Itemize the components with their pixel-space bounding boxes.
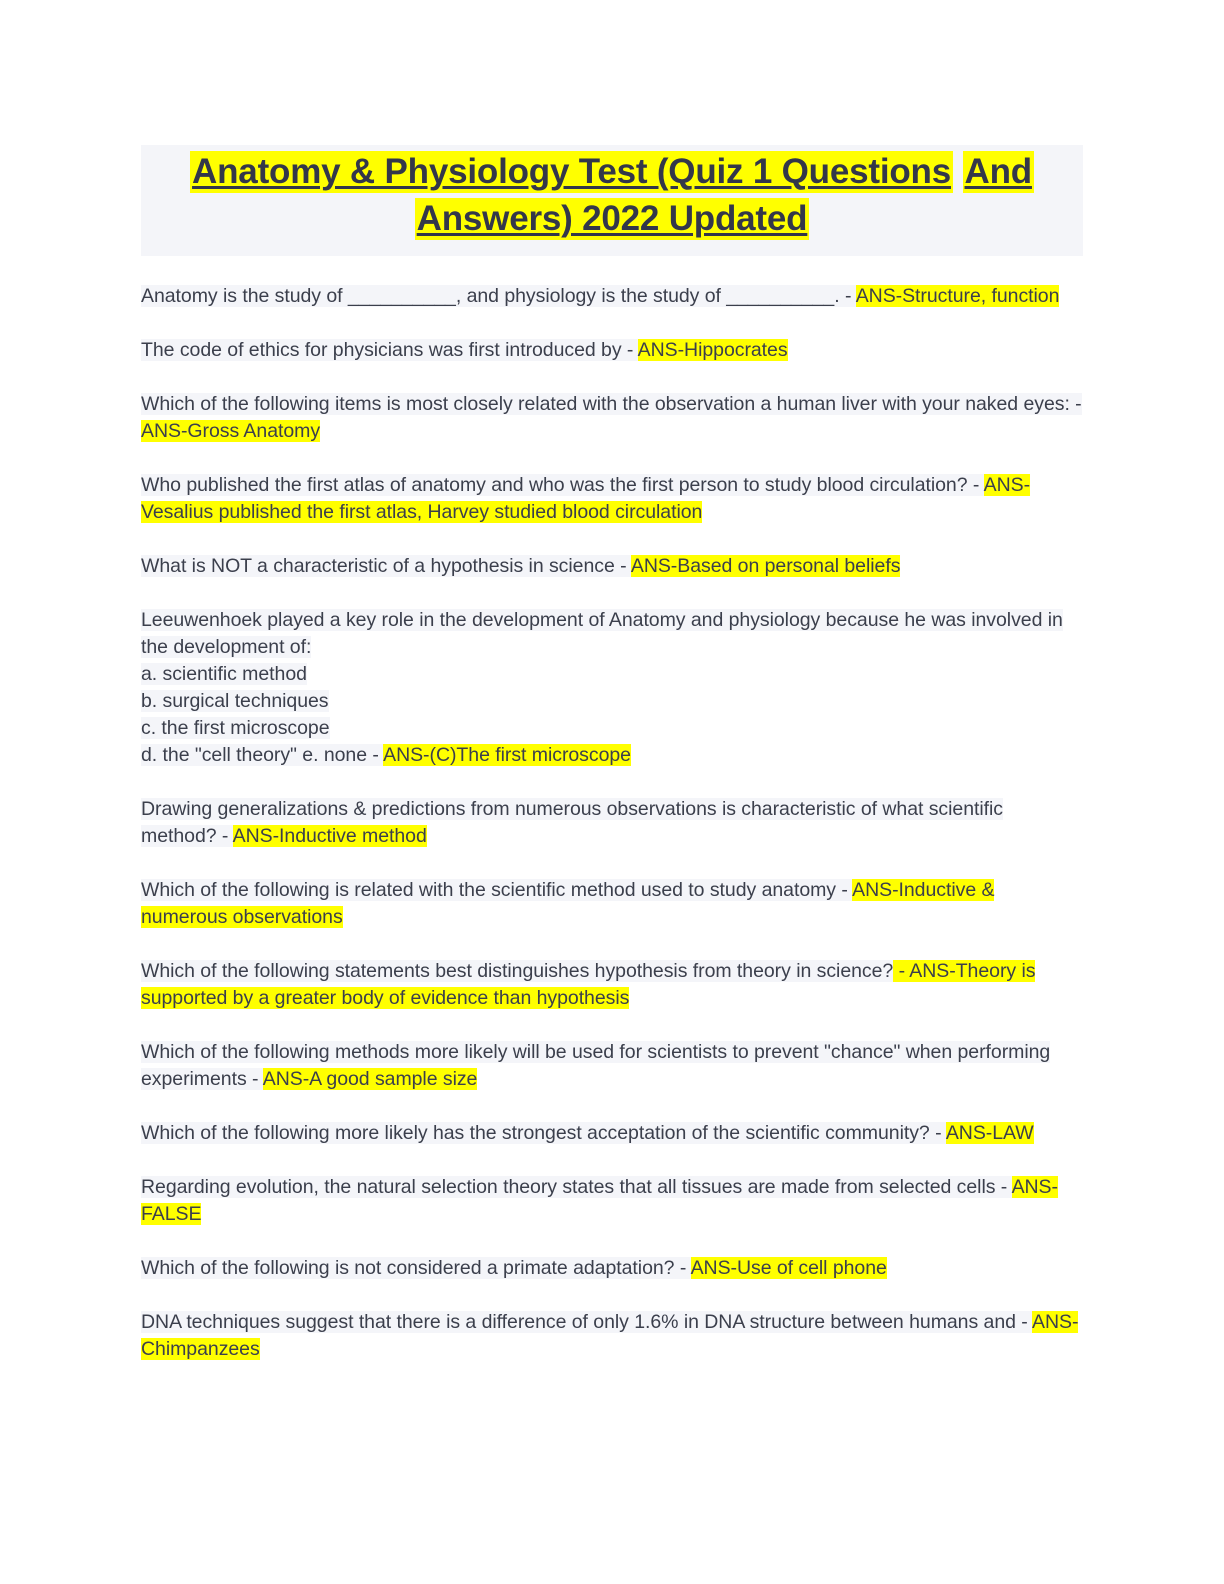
question-text: Which of the following statements best distinguishes hypothesis from theory in science? — [141, 960, 894, 982]
page-title-line-2: And Answers) 2022 Updated — [416, 152, 1032, 238]
answer-highlight: - ANS-Theory is supported by a greater body of evidence than hypothesis — [141, 960, 1036, 1009]
qa-item — [141, 1174, 1083, 1228]
answer-highlight: ANS-A good sample size — [262, 1068, 478, 1090]
question-text: c. the first microscope — [141, 717, 330, 739]
qa-item — [141, 1039, 1083, 1093]
qa-item — [141, 607, 1083, 769]
answer-highlight: ANS-Chimpanzees — [141, 1311, 1079, 1360]
question-text: Which of the following is related with the scientific method used to study anatomy - — [141, 879, 853, 901]
answer-highlight: ANS-(C)The first microscope — [383, 744, 631, 766]
question-text: DNA techniques suggest that there is a difference of only 1.6% in DNA structure between humans and - — [141, 1311, 1033, 1333]
question-text: d. the "cell theory" e. none - — [141, 744, 384, 766]
answer-highlight: ANS-Use of cell phone — [690, 1257, 887, 1279]
answer-highlight: ANS-Gross Anatomy — [141, 420, 321, 442]
question-text: Drawing generalizations & predictions from numerous observations is characteristic of what scientific method? - — [141, 798, 1003, 847]
answer-highlight: ANS-Hippocrates — [637, 339, 788, 361]
question-text: Anatomy is the study of __________, and physiology is the study of __________. - — [141, 285, 856, 307]
question-text: Who published the first atlas of anatomy and who was the first person to study blood circulation? - — [141, 474, 984, 496]
answer-highlight: ANS-Vesalius published the first atlas, Harvey studied blood circulation — [141, 474, 1031, 523]
question-text: Which of the following is not considered a primate adaptation? - — [141, 1257, 691, 1279]
page-title-line-1: Anatomy & Physiology Test (Quiz 1 Questions — [192, 152, 951, 191]
answer-highlight: ANS-Inductive & numerous observations — [141, 879, 995, 928]
question-text: Leeuwenhoek played a key role in the development of Anatomy and physiology because he was involved in the development of: — [141, 609, 1063, 658]
answer-highlight: ANS-LAW — [945, 1122, 1034, 1144]
question-text: b. surgical techniques — [141, 690, 329, 712]
qa-item — [141, 796, 1083, 850]
page-title — [141, 145, 1083, 256]
answer-highlight: ANS-Based on personal beliefs — [630, 555, 901, 577]
qa-item — [141, 1120, 1083, 1147]
qa-item — [141, 283, 1083, 310]
question-text: Which of the following methods more likely will be used for scientists to prevent "chance" when performing experiments - — [141, 1041, 1051, 1090]
qa-item — [141, 877, 1083, 931]
question-text: The code of ethics for physicians was first introduced by - — [141, 339, 638, 361]
qa-item — [141, 958, 1083, 1012]
question-text: Regarding evolution, the natural selection theory states that all tissues are made from selected cells - — [141, 1176, 1012, 1198]
qa-item — [141, 391, 1083, 445]
qa-item — [141, 337, 1083, 364]
answer-highlight: ANS-FALSE — [141, 1176, 1058, 1225]
question-text: a. scientific method — [141, 663, 307, 685]
qa-item — [141, 1255, 1083, 1282]
question-text: Which of the following more likely has the strongest acceptation of the scientific community? - — [141, 1122, 946, 1144]
qa-item — [141, 1309, 1083, 1363]
qa-item — [141, 553, 1083, 580]
question-text: Which of the following items is most closely related with the observation a human liver with your naked eyes: - — [141, 393, 1082, 415]
question-text: What is NOT a characteristic of a hypothesis in science - — [141, 555, 631, 577]
answer-highlight: ANS-Structure, function — [855, 285, 1060, 307]
answer-highlight: ANS-Inductive method — [232, 825, 427, 847]
qa-list — [141, 283, 1083, 1363]
qa-item — [141, 472, 1083, 526]
